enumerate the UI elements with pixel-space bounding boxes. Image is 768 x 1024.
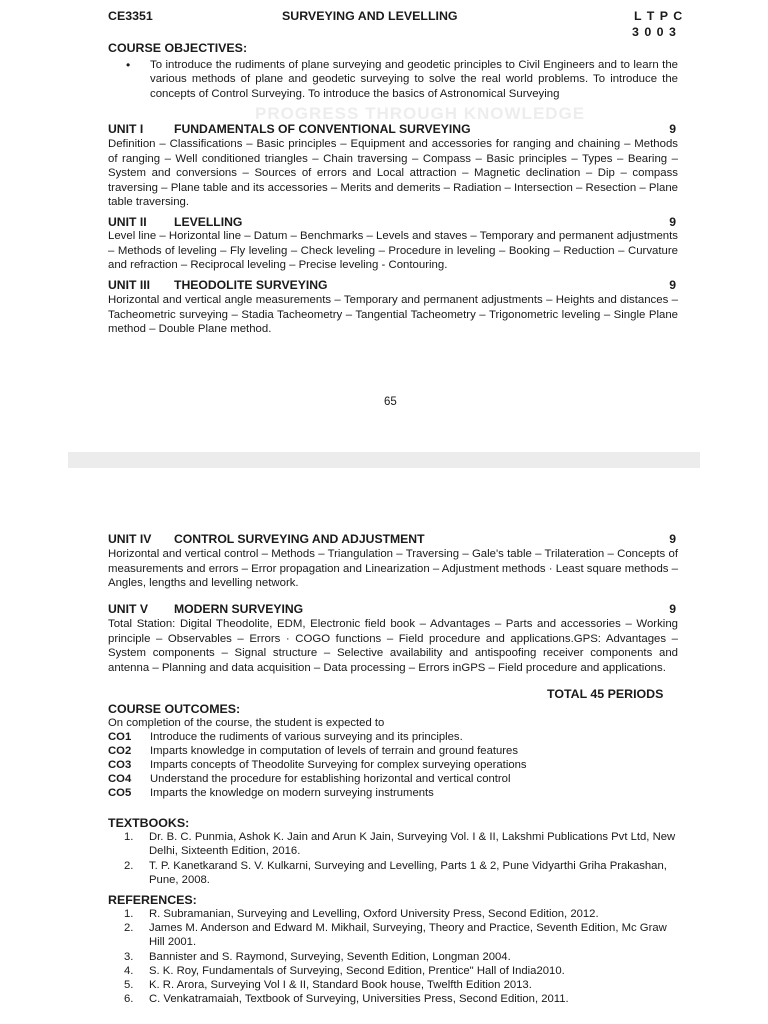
list-number: 4. [124,965,134,977]
list-text: K. R. Arora, Surveying Vol I & II, Standard Book house, Twelfth Edition 2013. [149,979,532,991]
unit-number: UNIT III [108,278,150,292]
unit-title: MODERN SURVEYING [174,602,304,616]
list-number: 1. [124,831,134,843]
unit-3-content: Horizontal and vertical angle measurements – Temporary and permanent adjustments – Heights and distances – Tacheometric surveying – Stadia Tacheometry – Tangential Tacheometry – Trigonometric leveling – Single Plane method – Double Plane method. [108,294,678,335]
unit-hours: 9 [669,122,676,136]
list-text: Bannister and S. Raymond, Surveying, Seventh Edition, Longman 2004. [149,951,511,963]
unit-title: THEODOLITE SURVEYING [174,278,328,292]
syllabus-page-65 [0,0,768,452]
unit-1-header [108,122,678,137]
unit-title: LEVELLING [174,215,243,229]
list-text: T. P. Kanetkarand S. V. Kulkarni, Surveying and Levelling, Parts 1 & 2, Pune Vidyarthi Griha Prakashan, Pune, 2008. [149,860,667,887]
list-number: 1. [124,908,134,920]
list-number: 2. [124,860,134,872]
outcome-text: Imparts the knowledge on modern surveying instruments [150,787,434,799]
course-code: CE3351 [108,9,153,23]
list-text: James M. Anderson and Edward M. Mikhail, Surveying, Theory and Practice, Seventh Edition, Mc Graw Hill 2001. [149,922,667,949]
unit-4-content: Horizontal and vertical control – Methods – Triangulation – Traversing – Gale's table – Trilateration – Concepts of measurements and errors – Error propagation and Linearization – Adjustment methods · Least square methods – Angles, lengths and levelling network. [108,548,678,589]
ltpc-values: 3 0 0 3 [632,25,677,39]
unit-title: FUNDAMENTALS OF CONVENTIONAL SURVEYING [174,122,471,136]
unit-5-content: Total Station: Digital Theodolite, EDM, Electronic field book – Advantages – Parts and accessories – Working principle – Observables – Errors · COGO functions – Field procedure and applications.GPS: Advantages – System components – Signal structure – Selective availability and antispoofing receiver components and antenna – Planning and data acquisition – Data processing – Errors inGPS – Field procedure and applications. [108,618,678,674]
list-number: 6. [124,993,134,1005]
outcome-text: Imparts knowledge in computation of levels of terrain and ground features [150,745,518,757]
outcome-code: CO5 [108,787,132,799]
textbooks-heading: TEXTBOOKS: [108,816,190,830]
unit-2-content: Level line – Horizontal line – Datum – Benchmarks – Levels and staves – Temporary and permanent adjustments – Methods of leveling – Fly leveling – Check leveling – Procedure in leveling – Booking – Reduction – Curvature and refraction – Reciprocal leveling – Precise leveling - Contouring. [108,230,678,271]
page-number: 65 [384,396,397,408]
course-title: SURVEYING AND LEVELLING [282,9,458,23]
unit-number: UNIT II [108,215,147,229]
list-text: Dr. B. C. Punmia, Ashok K. Jain and Arun K Jain, Surveying Vol. I & II, Lakshmi Publications Pvt Ltd, New Delhi, Sixteenth Edition, 2016. [149,831,676,858]
outcome-code: CO4 [108,773,132,785]
unit-number: UNIT I [108,122,144,136]
unit-3-header [108,278,678,293]
unit-2-header [108,215,678,230]
unit-4-header [108,532,678,547]
unit-hours: 9 [669,532,676,546]
unit-hours: 9 [669,215,676,229]
syllabus-page-66 [0,530,768,1024]
unit-hours: 9 [669,602,676,616]
objectives-heading: COURSE OBJECTIVES: [108,41,248,55]
bullet-icon: • [126,58,131,72]
total-periods: TOTAL 45 PERIODS [547,687,664,701]
list-text: R. Subramanian, Surveying and Levelling, Oxford University Press, Second Edition, 2012. [149,908,599,920]
list-number: 3. [124,951,134,963]
watermark-text: PROGRESS THROUGH KNOWLEDGE [255,104,586,123]
outcome-code: CO1 [108,731,132,743]
outcome-code: CO2 [108,745,132,757]
objective-text: To introduce the rudiments of plane surveying and geodetic principles to Civil Engineers and to learn the various methods of plane and geodetic surveying to solve the real world problems. To introduce the concepts of Control Surveying. To introduce the basics of Astronomical Surveying [150,59,678,100]
outcome-text: Understand the procedure for establishing horizontal and vertical control [150,773,511,785]
outcome-text: Introduce the rudiments of various surveying and its principles. [150,731,463,743]
unit-title: CONTROL SURVEYING AND ADJUSTMENT [174,532,425,546]
unit-1-content: Definition – Classifications – Basic principles – Equipment and accessories for ranging and chaining – Methods of ranging – Well conditioned triangles – Chain traversing – Compass – Basic principles – Types – Bearing – System and conversions – Sources of errors and Local attraction – Magnetic declination – Dip – compass traversing – Plane table and its accessories – Merits and demerits – Radiation – Intersection – Resection – Plane table traversing. [108,138,678,208]
list-text: C. Venkatramaiah, Textbook of Surveying, Universities Press, Second Edition, 2011. [149,993,569,1005]
unit-number: UNIT IV [108,532,152,546]
list-text: S. K. Roy, Fundamentals of Surveying, Second Edition, Prentice" Hall of India2010. [149,965,565,977]
list-number: 2. [124,922,134,934]
outcome-text: Imparts concepts of Theodolite Surveying for complex surveying operations [150,759,527,771]
outcomes-heading: COURSE OUTCOMES: [108,702,241,716]
page-separator [0,452,768,530]
references-heading: REFERENCES: [108,893,197,907]
unit-number: UNIT V [108,602,148,616]
list-number: 5. [124,979,134,991]
page-separator-band [68,452,700,468]
unit-hours: 9 [669,278,676,292]
unit-5-header [108,602,678,617]
outcome-code: CO3 [108,759,132,771]
outcomes-intro: On completion of the course, the student is expected to [108,717,385,729]
ltpc-label: L T P C [634,9,684,23]
